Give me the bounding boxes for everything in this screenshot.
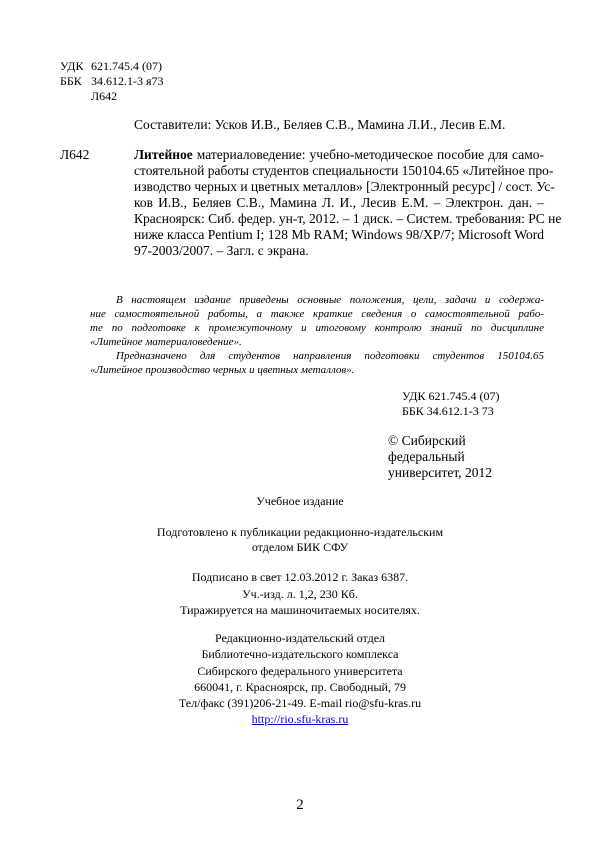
copyright-line: федеральный (388, 449, 465, 464)
publication-line: Подписано в свет 12.03.2012 г. Заказ 6387. (191, 570, 409, 584)
page-number: 2 (296, 797, 304, 813)
annotation-paragraph (90, 293, 544, 349)
annotation-line: «Литейное производство черных и цветных металлов». (90, 364, 355, 376)
udk-key: УДК (60, 59, 84, 73)
entry-line: стоятельной работы студентов специальности 150104.65 «Литейное про- (134, 163, 554, 178)
entry-line: Красноярск: Сиб. федер. ун-т, 2012. – 1 диск. – Систем. требования: PC не (134, 211, 562, 226)
bbk-key: ББК (60, 74, 82, 88)
author-mark-row (60, 89, 164, 104)
publisher-line: Библиотечно-издательского комплекса (201, 647, 399, 662)
publisher-line: Сибирского федерального университета (197, 663, 403, 678)
prepared-by-line: отделом БИК СФУ (251, 540, 349, 554)
bbk-bottom: ББК 34.612.1-3 73 (402, 404, 494, 418)
copyright-line: университет, 2012 (388, 465, 492, 480)
udk-row (60, 59, 164, 74)
compilers-line: Составители: Усков И.В., Беляев С.В., Мамина Л.И., Лесив Е.М. (134, 117, 506, 132)
bbk-row (60, 74, 164, 89)
prepared-by-line: Подготовлено к публикации редакционно-издательским (156, 525, 444, 539)
annotation-line: Предназначено для студентов направления подготовки студентов 150104.65 (116, 350, 544, 362)
annotation-line: ние самостоятельной работы, а также краткие сведения о самостоятельной рабо- (90, 308, 544, 320)
author-mark-key (60, 89, 91, 104)
entry-line: ниже класса Pentium I; 128 Mb RAM; Windows 98/XP/7; Microsoft Word (134, 227, 544, 242)
copyright-line: © Сибирский (388, 433, 466, 448)
edition-type: Учебное издание (256, 494, 344, 508)
entry-author-mark: Л642 (60, 147, 90, 162)
annotation-line: «Литейное материаловедение». (90, 336, 242, 348)
annotation-paragraph (90, 349, 544, 377)
publisher-line: Тел/факс (391)206-21-49. E-mail rio@sfu-kras.ru (178, 696, 422, 711)
publication-line: Тиражируется на машиночитаемых носителях. (180, 603, 420, 617)
bbk-value: 34.612.1-3 я73 (91, 74, 164, 88)
publication-line: Уч.-изд. л. 1,2, 230 Кб. (242, 586, 358, 601)
entry-line: изводство черных и цветных металлов» [Электронный ресурс] / сост. Ус- (134, 179, 555, 194)
udk-value: 621.745.4 (07) (91, 59, 162, 73)
annotation-line: те по подготовке к промежуточному и итоговому контролю знаний по дисциплине (90, 322, 544, 334)
publisher-info (0, 630, 600, 728)
publication-info (0, 569, 600, 619)
publisher-line: Редакционно-издательский отдел (214, 631, 386, 645)
entry-line: ков И.В., Беляев С.В., Мамина Л. И., Лесив Е.М. – Электрон. дан. – (134, 195, 544, 210)
entry-title-word: Литейное (134, 147, 193, 162)
annotation-line: В настоящем издание приведены основные положения, цели, задачи и содержа- (116, 294, 544, 306)
udk-bottom: УДК 621.745.4 (07) (402, 389, 500, 403)
entry-line (134, 147, 544, 163)
publisher-line: 660041, г. Красноярск, пр. Свободный, 79 (194, 679, 406, 694)
author-mark-value: Л642 (91, 89, 118, 103)
prepared-by (0, 525, 600, 555)
entry-line: 97-2003/2007. – Загл. с экрана. (134, 243, 309, 258)
publisher-website-link[interactable]: http://rio.sfu-kras.ru (251, 712, 349, 727)
bibliographic-entry (134, 147, 562, 259)
annotation (90, 293, 544, 377)
classification-top (60, 59, 164, 104)
entry-line-text: материаловедение: учебно-методическое пособие для само- (192, 147, 544, 162)
copyright (388, 433, 492, 481)
